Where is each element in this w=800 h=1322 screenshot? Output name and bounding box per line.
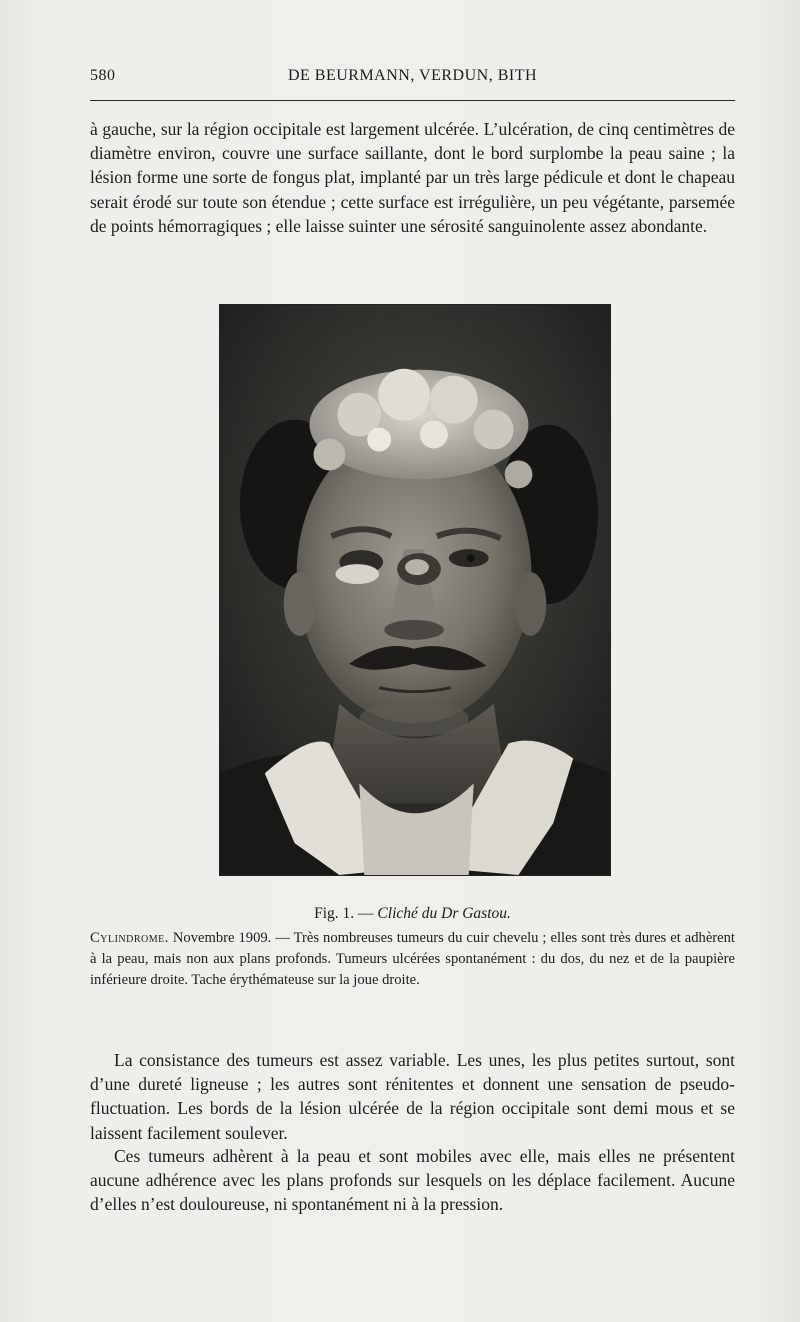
figure-caption bbox=[90, 928, 735, 991]
running-title: DE BEURMANN, VERDUN, BITH bbox=[287, 67, 538, 84]
figure-title bbox=[90, 905, 735, 923]
paragraph-adherence: Ces tumeurs adhèrent à la peau et sont mobiles avec elle, mais elles ne présentent aucune adhérence avec les plans profonds sur lesquels on les déplace facilement. Aucune d’elles n’est douloureuse, ni spontanément ni à la pression. bbox=[90, 1146, 735, 1215]
running-header bbox=[90, 63, 735, 89]
figure-label: Fig. 1. — bbox=[314, 905, 374, 922]
page-number: 580 bbox=[90, 67, 116, 84]
paragraph-ulceration: à gauche, sur la région occipitale est largement ulcérée. L’ulcération, de cinq centimètres de diamètre environ, couvre une surface saillante, dont le bord surplombe la peau saine ; la lésion forme une sorte de fongus plat, implanté par un très large pédicule et dont le chapeau serait érodé sur toute son étendue ; cette surface est irrégulière, un peu végétante, parsemée de points hémorragiques ; elle laisse suinter une sérosité sanguinolente assez abondante. bbox=[90, 119, 735, 236]
caption-lead: Cylindrome. bbox=[90, 930, 169, 946]
figure-credit: Cliché du Dr Gastou. bbox=[377, 905, 511, 922]
photograph-illustration bbox=[220, 305, 610, 875]
patient-photograph bbox=[219, 304, 611, 876]
caption-text: Novembre 1909. — Très nombreuses tumeurs du cuir chevelu ; elles sont très dures et adhèrent à la peau, mais non aux plans profonds. Tumeurs ulcérées spontanément : du dos, du nez et de la paupière inférieure droite. Tache érythémateuse sur la joue droite. bbox=[90, 930, 735, 988]
paragraph-consistance: La consistance des tumeurs est assez variable. Les unes, les plus petites surtout, sont d’une dureté ligneuse ; les autres sont rénitentes et donnent une sensation de pseudo-fluctuation. Les bords de la lésion ulcérée de la région occipitale sont demi mous et se laissent facilement soulever. bbox=[90, 1050, 735, 1143]
header-rule bbox=[90, 100, 735, 101]
